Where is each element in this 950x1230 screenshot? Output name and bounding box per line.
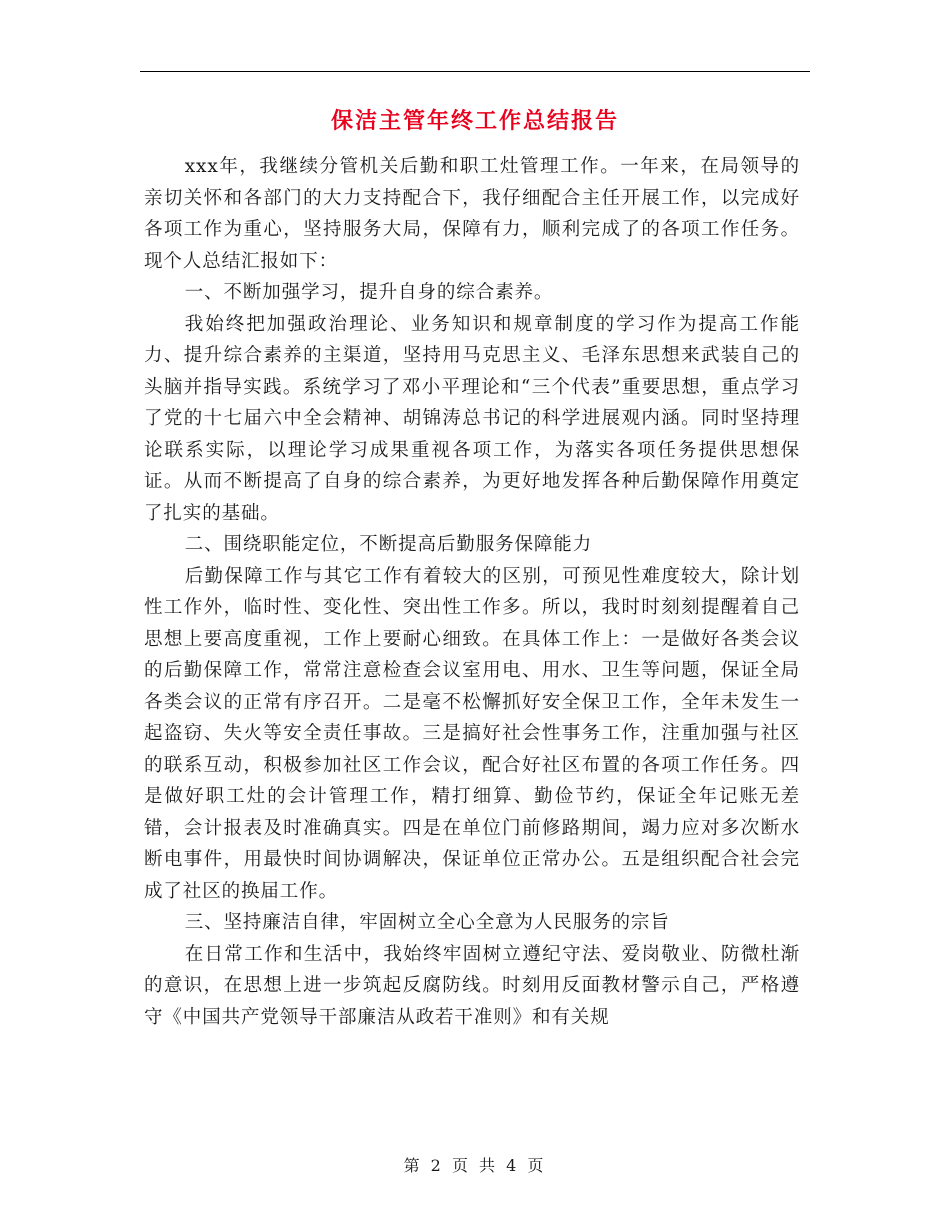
- document-title: 保洁主管年终工作总结报告: [330, 109, 619, 134]
- paragraph-section-1: 我始终把加强政治理论、业务知识和规章制度的学习作为提高工作能力、提升综合素养的主渠道，坚持用马克思主义、毛泽东思想来武装自己的头脑并指导实践。系统学习了邓小平理论和“三个代表”重要思想，重点学习了党的十七届六中全会精神、胡锦涛总书记的科学进展观内涵。同时坚持理论联系实际，以理论学习成果重视各项工作，为落实各项任务提供思想保证。从而不断提高了自身的综合素养，为更好地发挥各种后勤保障作用奠定了扎实的基础。: [144, 313, 800, 524]
- section-heading-2: 二、围绕职能定位，不断提高后勤服务保障能力: [184, 534, 593, 555]
- document-body: [144, 151, 800, 1033]
- paragraph-intro: xxx年，我继续分管机关后勤和职工灶管理工作。一年来，在局领导的亲切关怀和各部门的大力支持配合下，我仔细配合主任开展工作，以完成好各项工作为重心，坚持服务大局，保障有力，顺利完成了的各项工作任务。现个人总结汇报如下：: [144, 156, 800, 272]
- section-heading-1: 一、不断加强学习，提升自身的综合素养。: [184, 282, 554, 303]
- paragraph-section-2: 后勤保障工作与其它工作有着较大的区别，可预见性难度较大，除计划性工作外，临时性、变化性、突出性工作多。所以，我时时刻刻提醒着自己思想上要高度重视，工作上要耐心细致。在具体工作上：一是做好各类会议的后勤保障工作，常常注意检查会议室用电、用水、卫生等问题，保证全局各类会议的正常有序召开。二是毫不松懈抓好安全保卫工作，全年未发生一起盗窃、失火等安全责任事故。三是搞好社会性事务工作，注重加强与社区的联系互动，积极参加社区工作会议，配合好社区布置的各项工作任务。四是做好职工灶的会计管理工作，精打细算、勤俭节约，保证全年记账无差错，会计报表及时准确真实。四是在单位门前修路期间，竭力应对多次断水断电事件，用最快时间协调解决，保证单位正常办公。五是组织配合社会完成了社区的换届工作。: [144, 565, 800, 902]
- paragraph-section-3: 在日常工作和生活中，我始终牢固树立遵纪守法、爱岗敬业、防微杜渐的意识，在思想上进一步筑起反腐防线。时刻用反面教材警示自己，严格遵守《中国共产党领导干部廉洁从政若干准则》和有关规: [144, 943, 800, 1028]
- page-number: 第 2 页 共 4 页: [403, 1156, 547, 1175]
- header-rule: [140, 71, 810, 72]
- section-heading-3: 三、坚持廉洁自律，牢固树立全心全意为人民服务的宗旨: [184, 912, 670, 933]
